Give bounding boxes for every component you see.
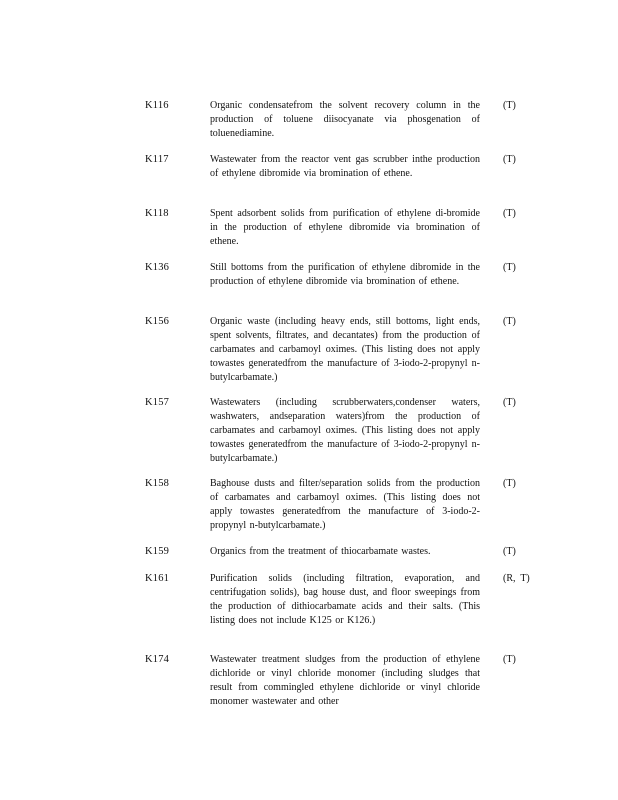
hazard-code: (T)	[503, 316, 516, 327]
waste-code: K174	[145, 654, 170, 665]
waste-code: K116	[145, 100, 169, 111]
waste-description: Wastewater from the reactor vent gas scrubber inthe production of ethylene dibromide via bromination of ethene.	[210, 154, 480, 179]
hazard-code: (T)	[503, 654, 516, 665]
waste-description: Spent adsorbent solids from purification of ethylene di-bromide in the production of ethylene dibromide via bromination of ethene.	[210, 208, 480, 247]
waste-code: K159	[145, 546, 170, 557]
hazard-code: (T)	[503, 100, 516, 111]
hazard-code: (T)	[503, 546, 516, 557]
waste-code: K118	[145, 208, 169, 219]
waste-description: Wastewater treatment sludges from the production of ethylene dichloride or vinyl chloride monomer (including sludges that result from commingled ethylene dichloride or vinyl chloride monomer wastewater and other	[210, 654, 480, 707]
waste-code: K157	[145, 397, 170, 408]
waste-code: K136	[145, 262, 170, 273]
hazard-code: (T)	[503, 478, 516, 489]
hazard-code: (R, T)	[503, 573, 530, 584]
waste-code: K117	[145, 154, 169, 165]
waste-description: Wastewaters (including scrubberwaters,condenser waters, washwaters, andseparation waters)from the production of carbamates and carbamoyl oximes. (This listing does not apply towastes generatedfrom the manufacture of 3-iodo-2-propynyl n-butylcarbamate.)	[210, 397, 480, 464]
hazard-code: (T)	[503, 262, 516, 273]
waste-code: K158	[145, 478, 170, 489]
waste-code: K161	[145, 573, 170, 584]
waste-code: K156	[145, 316, 170, 327]
hazard-code: (T)	[503, 208, 516, 219]
waste-description: Still bottoms from the purification of ethylene dibromide in the production of ethylene dibromide via bromination of ethene.	[210, 262, 480, 287]
waste-description: Baghouse dusts and filter/separation solids from the production of carbamates and carbamoyl oximes. (This listing does not apply towastes generatedfrom the manufacture of 3-iodo-2-propynyl n-butylcarbamate.)	[210, 478, 480, 531]
waste-description: Purification solids (including filtration, evaporation, and centrifugation solids), bag house dust, and floor sweepings from the production of dithiocarbamate acids and their salts. (This listing does not include K125 or K126.)	[210, 573, 480, 626]
waste-description: Organic condensatefrom the solvent recovery column in the production of toluene diisocyanate via phosgenation of toluenediamine.	[210, 100, 480, 139]
hazard-code: (T)	[503, 154, 516, 165]
waste-description: Organics from the treatment of thiocarbamate wastes.	[210, 546, 431, 557]
waste-description: Organic waste (including heavy ends, still bottoms, light ends, spent solvents, filtrates, and decantates) from the production of carbamates and carbamoyl oximes. (This listing does not apply towastes generatedfrom the manufacture of 3-iodo-2-propynyl n-butylcarbamate.)	[210, 316, 480, 383]
hazard-code: (T)	[503, 397, 516, 408]
